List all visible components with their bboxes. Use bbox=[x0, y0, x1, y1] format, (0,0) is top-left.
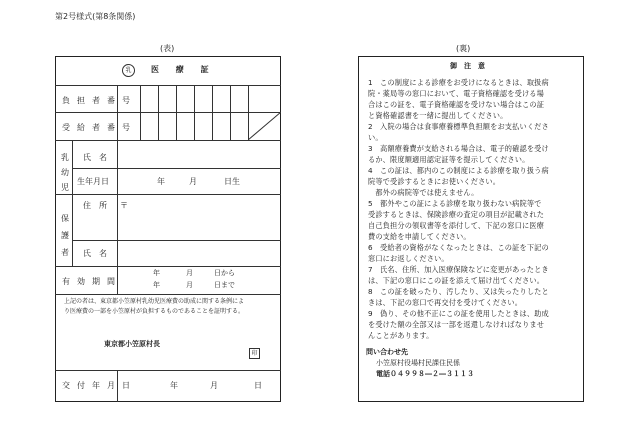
back-side-label: (裏) bbox=[456, 44, 471, 53]
seal: 印 bbox=[249, 348, 260, 359]
birth-month: 月 bbox=[189, 177, 197, 186]
recipient-number-label: 受給者番号 bbox=[62, 123, 137, 132]
validity-to-day: 日まで bbox=[214, 281, 235, 289]
contact-heading: 問い合わせ先 bbox=[366, 348, 408, 356]
validity-to-month: 月 bbox=[186, 281, 193, 289]
back-title: 御 注 意 bbox=[450, 62, 485, 70]
infant-group-label: 乳幼児 bbox=[61, 153, 69, 192]
recipient-number-slash bbox=[248, 112, 281, 140]
front-side-label: (表) bbox=[160, 44, 175, 53]
birth-year: 年 bbox=[157, 177, 165, 186]
validity-from-month: 月 bbox=[186, 269, 193, 277]
note-line: 4 この証は、都内のこの制度による診療を取り扱う病 bbox=[368, 166, 549, 175]
note-line: 6 受給者の資格がなくなったときは、この証を下記の bbox=[368, 243, 549, 252]
front-title: 医 療 証 bbox=[151, 65, 216, 74]
postal-mark: 〒 bbox=[120, 201, 128, 210]
guardian-name-label: 氏 名 bbox=[83, 249, 107, 258]
note-line: 都外の病院等では使えません。 bbox=[368, 188, 479, 197]
infant-name-label: 氏 名 bbox=[83, 153, 107, 162]
note-line: 7 氏名、住所、加入医療保険などに変更があったとき bbox=[368, 265, 549, 274]
payer-number-label: 負担者番号 bbox=[62, 96, 137, 105]
note-line: 自己負担分の領収書等を添付して、下記の窓口に医療 bbox=[368, 221, 544, 230]
note-line: 5 都外やこの証による診療を取り扱わない病院等で bbox=[368, 199, 542, 208]
issue-day: 日 bbox=[254, 381, 262, 390]
certification-line-1: 上記の者は、東京都小笠原村乳幼児医療費の助成に関する条例によ bbox=[64, 298, 245, 305]
guardian-group-label: 保護者 bbox=[61, 214, 69, 257]
note-line: 受診するときは、保険診療の査定の項目が記載された bbox=[368, 210, 545, 219]
note-line: 院等で受診するときにお使いください。 bbox=[368, 177, 501, 186]
note-line: きは、下記の窓口で再交付を受けてください。 bbox=[368, 298, 523, 307]
note-line: と資格確認書を一緒に提出してください。 bbox=[368, 111, 508, 120]
note-line: は、下記の窓口にこの証を添えて届け出てください。 bbox=[368, 276, 545, 285]
address-label: 住 所 bbox=[83, 201, 107, 210]
issue-date-label: 交付年月日 bbox=[62, 381, 137, 390]
birth-day: 日生 bbox=[224, 177, 240, 186]
note-line: 院・薬局等の窓口において、電子資格確認を受ける場 bbox=[368, 89, 544, 98]
birth-date-label: 生年月日 bbox=[77, 177, 109, 186]
infant-mark: 乳 bbox=[122, 64, 135, 77]
note-line: を受けた額の全部又は一部を返還しなければなりませ bbox=[368, 320, 545, 329]
contact-phone: 電話０４９９８―２―３１１３ bbox=[376, 370, 474, 378]
note-line: 1 この制度による診療をお受けになるときは、取扱病 bbox=[368, 78, 549, 87]
issue-month: 月 bbox=[210, 381, 218, 390]
validity-from-year: 年 bbox=[153, 269, 160, 277]
note-line: んことがあります。 bbox=[368, 331, 434, 340]
note-line: 9 偽り、その他不正にこの証を使用したときは、助成 bbox=[368, 309, 549, 318]
note-line: 費の支給を申請してください。 bbox=[368, 232, 471, 241]
form-number: 第2号様式(第8条関係) bbox=[55, 12, 136, 21]
note-line: 窓口にお返しください。 bbox=[368, 254, 449, 263]
note-line: い。 bbox=[368, 133, 383, 142]
validity-label: 有効期間 bbox=[62, 277, 122, 286]
issue-year: 年 bbox=[170, 381, 178, 390]
validity-from-day: 日から bbox=[214, 269, 235, 277]
issuer: 東京都小笠原村長 bbox=[104, 340, 160, 348]
certification-line-2: り医療費の一部を小笠原村が負担するものであることを証明する。 bbox=[64, 308, 245, 315]
note-line: 2 入院の場合は食事療養標準負担額をお支払いくださ bbox=[368, 122, 549, 131]
validity-to-year: 年 bbox=[153, 281, 160, 289]
contact-office: 小笠原村役場村民課住民係 bbox=[376, 359, 460, 367]
note-line: るか、限度額適用認定証等を提示してください。 bbox=[368, 155, 530, 164]
note-line: 3 高額療養費が支給される場合は、電子的確認を受け bbox=[368, 144, 549, 153]
note-line: 合はこの証を、電子資格確認を受けない場合はこの証 bbox=[368, 100, 545, 109]
note-line: 8 この証を破ったり、汚したり、又は失ったりしたと bbox=[368, 287, 549, 296]
